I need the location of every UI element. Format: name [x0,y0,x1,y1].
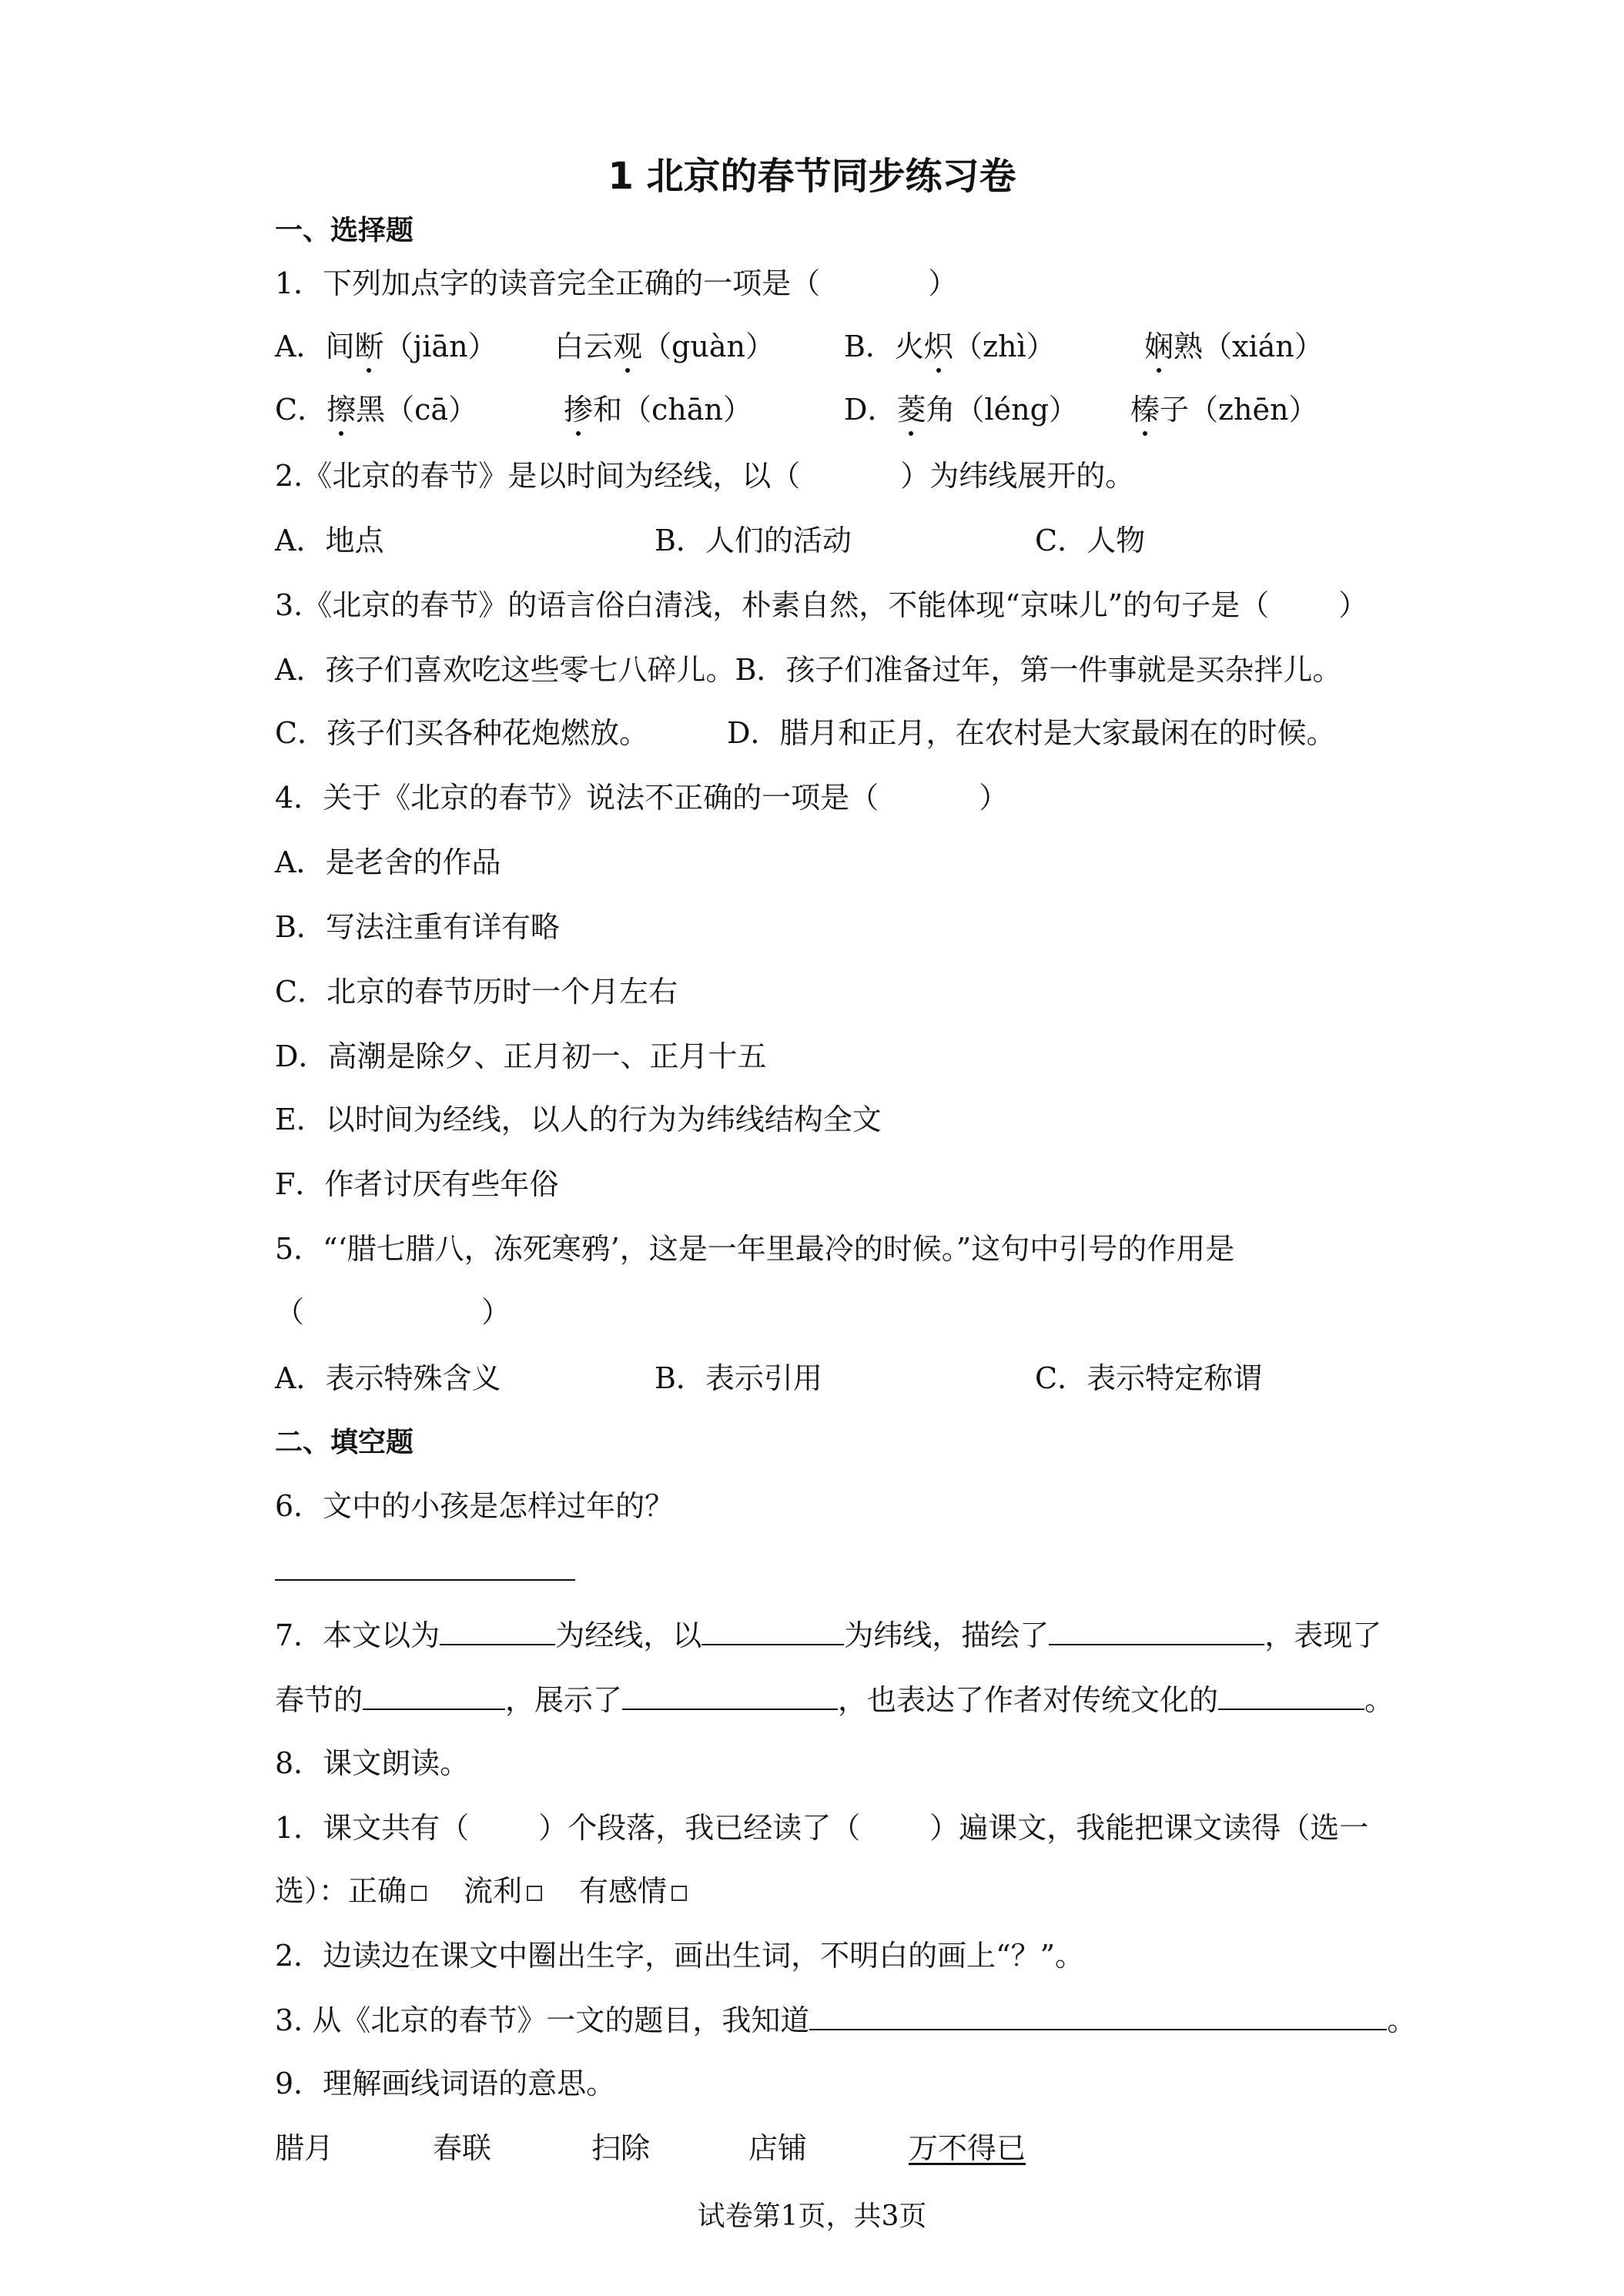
q4-option-f: F．作者讨厌有些年俗 [275,1167,559,1201]
q3-option-ab: A．孩子们喜欢吃这些零七八碎儿。B．孩子们准备过年，第一件事就是买杂拌儿。 [275,653,1342,687]
q1-option-b2: 娴熟（xián） [1144,330,1324,363]
q5-option-b: B．表示引用 [655,1361,822,1395]
question-1-text: 1．下列加点字的读音完全正确的一项是（ [275,266,821,300]
question-6-answer-line[interactable] [275,1552,575,1589]
question-2-stem: 2.《北京的春节》是以时间为经线，以（ ）为纬线展开的。 [275,459,1135,493]
emphasis-dot-char: 观 [613,330,643,363]
q4-option-a: A．是老舍的作品 [275,845,501,879]
q1-option-d2: 榛子（zhēn） [1130,393,1318,427]
q7-blank-6[interactable] [1218,1682,1364,1710]
q7-blank-2[interactable] [702,1618,844,1645]
emphasis-dot-char: 断 [354,330,384,363]
question-3-stem: 3.《北京的春节》的语言俗白清浅，朴素自然，不能体现“京味儿”的句子是（ ） [275,588,1368,622]
q9-word-1: 腊月 [275,2131,334,2165]
question-7-line-1: 7．本文以为 为经线，以 为纬线，描绘了 ，表现了 [275,1618,1382,1652]
checkbox-correct[interactable] [411,1886,427,1901]
checkbox-fluent[interactable] [527,1886,542,1901]
question-8-stem: 8．课文朗读。 [275,1746,470,1780]
q7-blank-1[interactable] [440,1618,555,1645]
emphasis-dot-char: 擦 [326,393,357,427]
section-heading-choice: 一、选择题 [275,215,414,246]
q5-option-a: A．表示特殊含义 [275,1361,501,1395]
q1-option-d1: D．菱角（léng） [844,393,1078,427]
q8-title-blank[interactable] [809,2003,1387,2030]
question-5-answer-paren: （ ） [275,1295,511,1329]
q3-option-d: D．腊月和正月，在农村是大家最闲在的时候。 [727,716,1336,750]
q1-option-a2: 白云观（guàn） [554,330,775,363]
question-8-line-3: 2．边读边在课文中圈出生字，画出生词，不明白的画上“？”。 [275,1939,1085,1973]
emphasis-dot-char: 菱 [896,393,926,427]
q3-option-c: C．孩子们买各种花炮燃放。 [275,716,649,750]
emphasis-dot-char: 炽 [923,330,953,363]
page-title: 1 北京的春节同步练习卷 [608,155,1016,198]
q4-option-c: C．北京的春节历时一个月左右 [275,975,678,1009]
emphasis-dot-char: 榛 [1130,393,1160,427]
question-7-line-2: 春节的 ，展示了 ，也表达了作者对传统文化的 。 [275,1683,1395,1717]
question-8-line-1: 1．课文共有（ ）个段落，我已经读了（ ）遍课文，我能把课文读得（选一 [275,1811,1369,1845]
q4-option-b: B．写法注重有详有略 [275,910,560,944]
q9-word-3: 扫除 [591,2131,651,2165]
q9-word-4: 店铺 [748,2131,808,2165]
q1-option-c2: 掺和（chān） [564,393,752,427]
question-6-stem: 6．文中的小孩是怎样过年的？ [275,1489,675,1523]
question-4-stem: 4．关于《北京的春节》说法不正确的一项是（ ） [275,781,1009,815]
q1-option-b1: B．火炽（zhì） [844,330,1056,363]
q1-option-c1: C．擦黑（cā） [275,393,478,427]
emphasis-dot-char: 掺 [564,393,594,427]
question-9-stem: 9．理解画线词语的意思。 [275,2067,616,2100]
checkbox-expressive[interactable] [671,1886,687,1901]
page-footer: 试卷第1页，共3页 [697,2201,927,2232]
q4-option-e: E．以时间为经线，以人的行为为纬线结构全文 [275,1103,882,1136]
q9-word-2: 春联 [433,2131,492,2165]
question-1-stem [275,265,957,302]
q7-blank-5[interactable] [622,1682,838,1710]
section-heading-fill: 二、填空题 [275,1427,414,1458]
q1-option-a1: A．间断（jiān） [275,330,497,363]
q7-blank-4[interactable] [363,1682,505,1710]
emphasis-dot-char: 娴 [1144,330,1174,363]
question-8-line-4: 3. 从《北京的春节》一文的题目，我知道 。 [275,2003,1417,2037]
q2-option-c: C．人物 [1035,524,1146,557]
q5-option-c: C．表示特定称谓 [1035,1361,1263,1395]
question-5-stem: 5．“‘腊七腊八，冻死寒鸦’，这是一年里最冷的时候。”这句中引号的作用是 [275,1232,1235,1266]
q2-option-b: B．人们的活动 [655,524,852,557]
q9-word-5-underlined: 万不得已 [909,2131,1026,2165]
q4-option-d: D．高潮是除夕、正月初一、正月十五 [275,1039,767,1073]
q2-option-a: A．地点 [275,524,384,557]
question-8-line-2: 选）：正确 流利 有感情 [275,1873,687,1909]
question-1-close: ） [928,266,958,300]
q7-blank-3[interactable] [1049,1618,1264,1645]
